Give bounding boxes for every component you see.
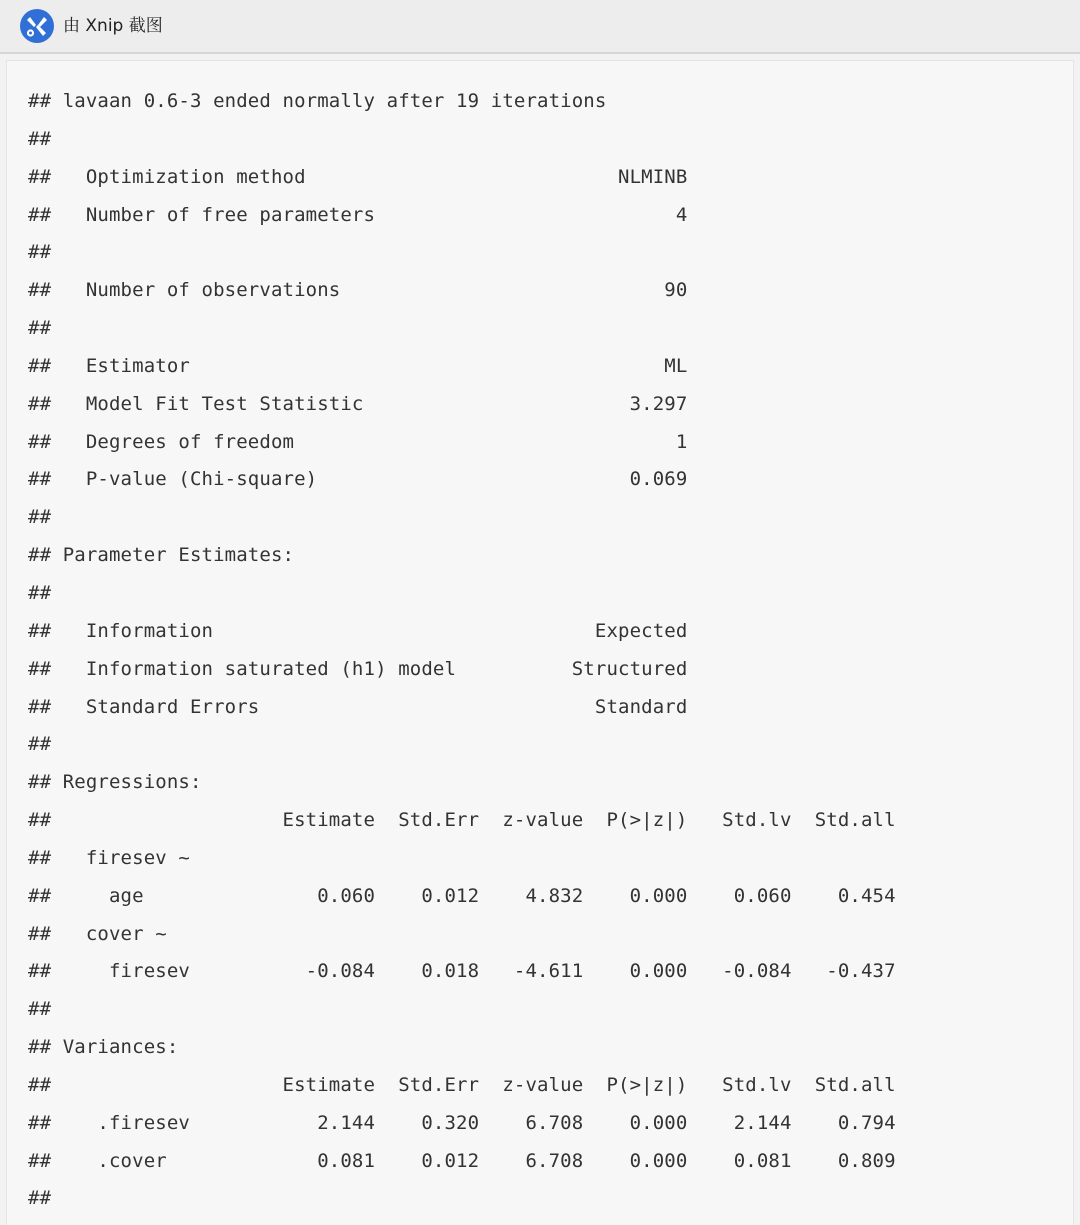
console-line: ##	[28, 998, 52, 1021]
xnip-logo-icon	[19, 8, 55, 44]
window-titlebar	[0, 0, 1080, 54]
console-line: ##	[28, 581, 52, 604]
console-line: ## firesev -0.084 0.018 -4.611 0.000 -0.084 -0.437	[28, 960, 896, 983]
console-line: ##	[28, 506, 52, 529]
console-line: ## Number of free parameters 4	[28, 203, 688, 226]
console-line: ##	[28, 317, 52, 340]
console-output-panel	[6, 60, 1074, 1225]
console-line: ## Estimate Std.Err z-value P(>|z|) Std.lv Std.all	[28, 1073, 896, 1096]
console-line: ## Parameter Estimates:	[28, 544, 295, 567]
console-line: ## firesev ~	[28, 846, 190, 869]
console-line: ## Information saturated (h1) model Structured	[28, 657, 688, 680]
console-line: ## Estimator ML	[28, 354, 688, 377]
console-line: ## age 0.060 0.012 4.832 0.000 0.060 0.454	[28, 884, 896, 907]
console-line: ##	[28, 241, 52, 264]
console-line: ## lavaan 0.6-3 ended normally after 19 iterations	[28, 90, 607, 112]
console-line: ##	[28, 127, 52, 150]
console-line: ## Regressions:	[28, 771, 202, 794]
window-title: 由 Xnip 截图	[63, 16, 163, 36]
console-line: ## Number of observations 90	[28, 279, 688, 302]
console-line: ## Degrees of freedom 1	[28, 430, 688, 453]
console-line: ## Optimization method NLMINB	[28, 165, 688, 188]
console-line: ## cover ~	[28, 922, 167, 945]
console-line: ## .firesev 2.144 0.320 6.708 0.000 2.144 0.794	[28, 1111, 896, 1134]
console-line: ## P-value (Chi-square) 0.069	[28, 468, 688, 491]
console-line: ##	[28, 1187, 52, 1210]
console-output	[28, 83, 896, 1218]
console-line: ## Model Fit Test Statistic 3.297	[28, 392, 688, 415]
console-line: ##	[28, 733, 52, 756]
console-line: ## .cover 0.081 0.012 6.708 0.000 0.081 0.809	[28, 1149, 896, 1172]
console-line: ## Estimate Std.Err z-value P(>|z|) Std.lv Std.all	[28, 809, 896, 832]
console-line: ## Variances:	[28, 1036, 179, 1059]
console-line: ## Standard Errors Standard	[28, 695, 688, 718]
console-line: ## Information Expected	[28, 619, 688, 642]
